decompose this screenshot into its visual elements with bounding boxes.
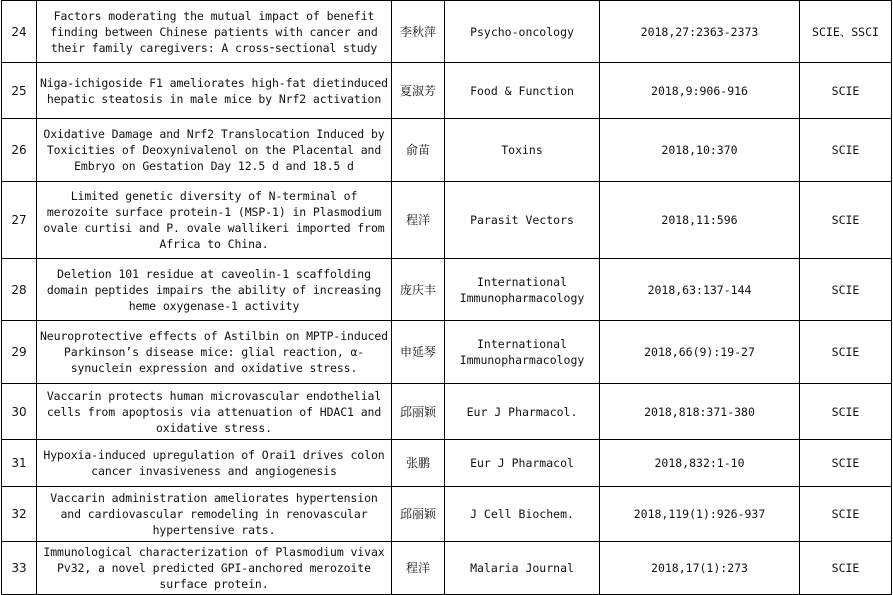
table-row xyxy=(2,542,892,595)
citation-cell: 2018,17(1):273 xyxy=(600,542,800,595)
row-number-cell: 30 xyxy=(2,384,37,440)
row-number-cell: 32 xyxy=(2,487,37,542)
title-cell: Niga-ichigoside F1 ameliorates high-fat dietinduced hepatic steatosis in male mice by Nrf2 activation xyxy=(37,63,392,119)
journal-cell: International Immunopharmacology xyxy=(445,259,600,321)
index-cell: SCIE xyxy=(800,63,892,119)
citation-cell: 2018,10:370 xyxy=(600,119,800,182)
author-cell: 李秋萍 xyxy=(392,1,445,63)
title-cell: Hypoxia-induced upregulation of Orai1 drives colon cancer invasiveness and angiogenesis xyxy=(37,440,392,487)
journal-cell: Eur J Pharmacol xyxy=(445,440,600,487)
row-number-cell: 29 xyxy=(2,321,37,384)
title-cell: Neuroprotective effects of Astilbin on MPTP-induced Parkinson’s disease mice: glial reaction, α-synuclein expression and oxidative stress. xyxy=(37,321,392,384)
citation-cell: 2018,832:1-10 xyxy=(600,440,800,487)
row-number-cell: 24 xyxy=(2,1,37,63)
citation-cell: 2018,119(1):926-937 xyxy=(600,487,800,542)
journal-cell: Malaria Journal xyxy=(445,542,600,595)
row-number-cell: 27 xyxy=(2,182,37,259)
index-cell: SCIE xyxy=(800,182,892,259)
citation-cell: 2018,27:2363-2373 xyxy=(600,1,800,63)
journal-cell: International Immunopharmacology xyxy=(445,321,600,384)
row-number-cell: 28 xyxy=(2,259,37,321)
journal-cell: Food & Function xyxy=(445,63,600,119)
journal-cell: Toxins xyxy=(445,119,600,182)
citation-cell: 2018,66(9):19-27 xyxy=(600,321,800,384)
table-row xyxy=(2,487,892,542)
table-row xyxy=(2,63,892,119)
table-row xyxy=(2,384,892,440)
table-row xyxy=(2,119,892,182)
row-number-cell: 25 xyxy=(2,63,37,119)
journal-cell: Eur J Pharmacol. xyxy=(445,384,600,440)
author-cell: 邱丽颖 xyxy=(392,487,445,542)
author-cell: 俞苗 xyxy=(392,119,445,182)
table-row xyxy=(2,440,892,487)
index-cell: SCIE xyxy=(800,542,892,595)
index-cell: SCIE、SSCI xyxy=(800,1,892,63)
table-row xyxy=(2,259,892,321)
citation-cell: 2018,818:371-380 xyxy=(600,384,800,440)
author-cell: 张鹏 xyxy=(392,440,445,487)
index-cell: SCIE xyxy=(800,119,892,182)
journal-cell: J Cell Biochem. xyxy=(445,487,600,542)
title-cell: Limited genetic diversity of N-terminal of merozoite surface protein-1 (MSP-1) in Plasmodium ovale curtisi and P. ovale wallikeri imported from Africa to China. xyxy=(37,182,392,259)
publications-table xyxy=(1,0,892,595)
index-cell: SCIE xyxy=(800,440,892,487)
citation-cell: 2018,63:137-144 xyxy=(600,259,800,321)
row-number-cell: 31 xyxy=(2,440,37,487)
author-cell: 程洋 xyxy=(392,542,445,595)
index-cell: SCIE xyxy=(800,259,892,321)
row-number-cell: 26 xyxy=(2,119,37,182)
citation-cell: 2018,11:596 xyxy=(600,182,800,259)
author-cell: 邱丽颖 xyxy=(392,384,445,440)
index-cell: SCIE xyxy=(800,321,892,384)
author-cell: 夏淑芳 xyxy=(392,63,445,119)
title-cell: Factors moderating the mutual impact of benefit finding between Chinese patients with cancer and their family caregivers: A cross⁃sectional study xyxy=(37,1,392,63)
title-cell: Vaccarin protects human microvascular endothelial cells from apoptosis via attenuation of HDAC1 and oxidative stress. xyxy=(37,384,392,440)
table-row xyxy=(2,182,892,259)
journal-cell: Parasit Vectors xyxy=(445,182,600,259)
citation-cell: 2018,9:906-916 xyxy=(600,63,800,119)
author-cell: 庞庆丰 xyxy=(392,259,445,321)
author-cell: 申延琴 xyxy=(392,321,445,384)
index-cell: SCIE xyxy=(800,487,892,542)
table-row xyxy=(2,1,892,63)
journal-cell: Psycho-oncology xyxy=(445,1,600,63)
title-cell: Deletion 101 residue at caveolin-1 scaffolding domain peptides impairs the ability of increasing heme oxygenase-1 activity xyxy=(37,259,392,321)
title-cell: Oxidative Damage and Nrf2 Translocation Induced by Toxicities of Deoxynivalenol on the Placental and Embryo on Gestation Day 12.5 d and 18.5 d xyxy=(37,119,392,182)
author-cell: 程洋 xyxy=(392,182,445,259)
index-cell: SCIE xyxy=(800,384,892,440)
publications-table-body xyxy=(2,1,892,595)
table-row xyxy=(2,321,892,384)
title-cell: Vaccarin administration ameliorates hypertension and cardiovascular remodeling in renovascular hypertensive rats. xyxy=(37,487,392,542)
row-number-cell: 33 xyxy=(2,542,37,595)
title-cell: Immunological characterization of Plasmodium vivax Pv32, a novel predicted GPI-anchored merozoite surface protein. xyxy=(37,542,392,595)
